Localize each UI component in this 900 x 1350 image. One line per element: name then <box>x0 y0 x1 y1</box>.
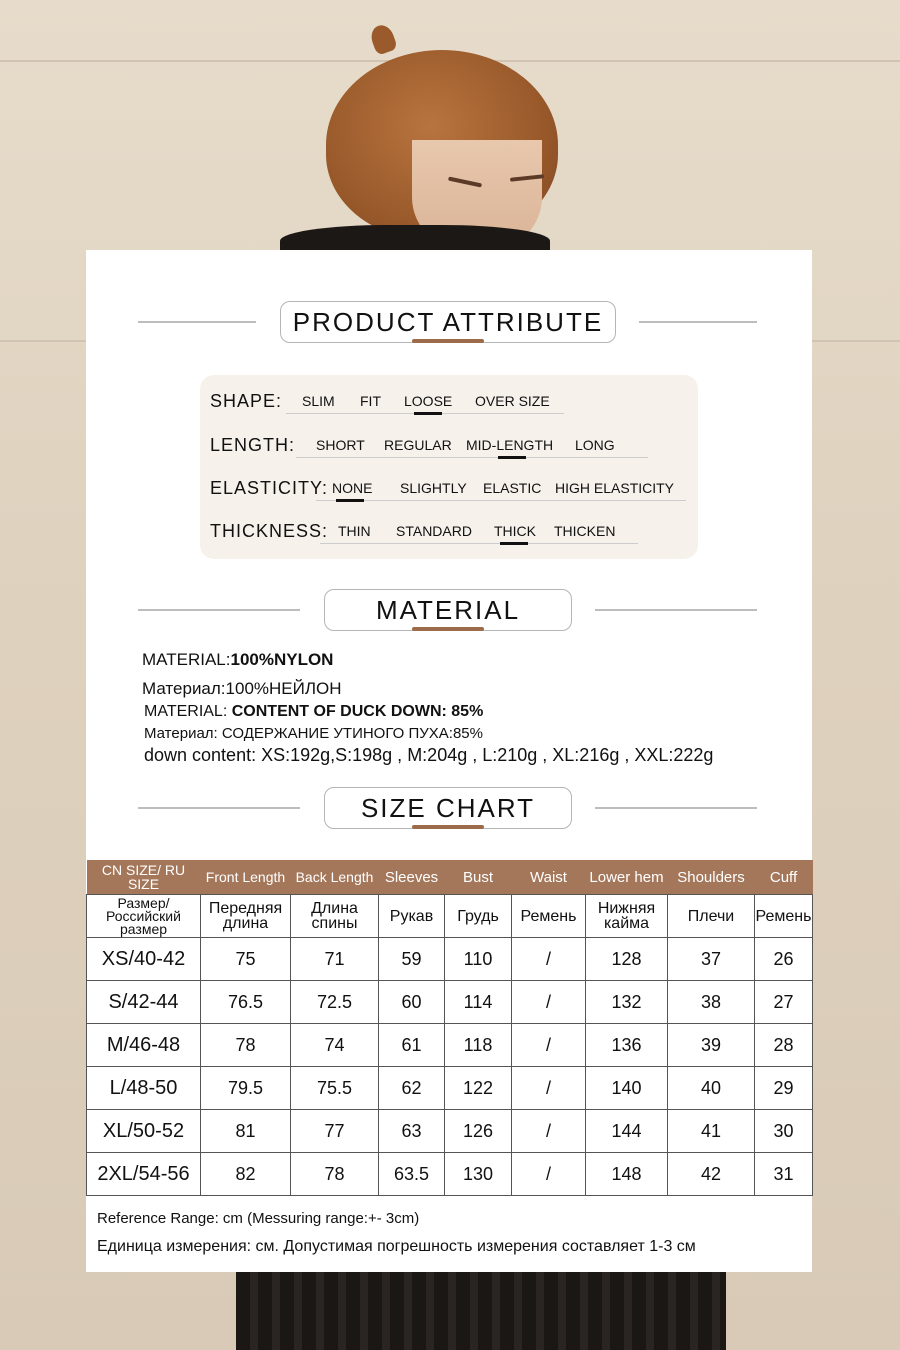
table-cell: 114 <box>445 981 512 1024</box>
table-cell: / <box>512 938 586 981</box>
table-row <box>87 1110 813 1153</box>
attr-option: SHORT <box>316 437 365 453</box>
table-cell: 28 <box>755 1024 813 1067</box>
table-cell: / <box>512 1110 586 1153</box>
table-cell: / <box>512 1067 586 1110</box>
table-row <box>87 1067 813 1110</box>
attr-option: OVER SIZE <box>475 393 550 409</box>
size-label-cell: S/42-44 <box>87 981 201 1024</box>
table-cell: 75.5 <box>291 1067 379 1110</box>
col-header: Waist <box>512 860 586 895</box>
table-cell: 62 <box>379 1067 445 1110</box>
table-cell: 71 <box>291 938 379 981</box>
table-cell: 72.5 <box>291 981 379 1024</box>
table-cell: 41 <box>668 1110 755 1153</box>
material-line-2: Материал:100%НЕЙЛОН <box>142 679 342 698</box>
table-cell: 59 <box>379 938 445 981</box>
attribute-section-title <box>86 301 812 343</box>
size-table <box>86 860 813 1196</box>
table-row <box>87 1024 813 1067</box>
info-card <box>86 250 812 1272</box>
attr-option: ELASTIC <box>483 480 542 496</box>
attr-option-selected: LOOSE <box>404 393 453 409</box>
table-cell: 27 <box>755 981 813 1024</box>
size-chart-title: SIZE CHART <box>324 787 572 829</box>
attribute-panel <box>200 375 698 559</box>
table-cell: 78 <box>291 1153 379 1196</box>
table-cell: / <box>512 1153 586 1196</box>
table-cell: 29 <box>755 1067 813 1110</box>
table-cell: 26 <box>755 938 813 981</box>
table-cell: 63 <box>379 1110 445 1153</box>
col-header: Back Length <box>291 860 379 895</box>
col-header: Sleeves <box>379 860 445 895</box>
table-row <box>87 1153 813 1196</box>
table-cell: 77 <box>291 1110 379 1153</box>
size-label-cell: XL/50-52 <box>87 1110 201 1153</box>
table-row <box>87 938 813 981</box>
table-cell: 136 <box>586 1024 668 1067</box>
attr-option: REGULAR <box>384 437 452 453</box>
table-cell: 42 <box>668 1153 755 1196</box>
table-cell: 76.5 <box>201 981 291 1024</box>
table-cell: / <box>512 1024 586 1067</box>
size-chart-section-title <box>86 787 812 829</box>
col-header-ru: Нижняя кайма <box>586 895 668 938</box>
table-cell: 61 <box>379 1024 445 1067</box>
table-cell: 78 <box>201 1024 291 1067</box>
size-label-cell: XS/40-42 <box>87 938 201 981</box>
col-header-ru: Ремень <box>512 895 586 938</box>
table-cell: 110 <box>445 938 512 981</box>
attr-option: THIN <box>338 523 371 539</box>
col-header: Front Length <box>201 860 291 895</box>
header-row-en <box>87 860 813 895</box>
table-row <box>87 981 813 1024</box>
attr-option: HIGH ELASTICITY <box>555 480 675 496</box>
col-header: Shoulders <box>668 860 755 895</box>
selected-marker <box>498 456 526 459</box>
table-cell: 79.5 <box>201 1067 291 1110</box>
material-section-title <box>86 589 812 631</box>
reference-note-en: Reference Range: cm (Messuring range:+- 3cm) <box>97 1210 420 1227</box>
attr-option: SLIM <box>302 393 335 409</box>
table-cell: 140 <box>586 1067 668 1110</box>
table-cell: 130 <box>445 1153 512 1196</box>
table-cell: 40 <box>668 1067 755 1110</box>
table-cell: 82 <box>201 1153 291 1196</box>
material-line-4: Материал: СОДЕРЖАНИЕ УТИНОГО ПУХА:85% <box>144 725 483 742</box>
col-header: Cuff <box>755 860 813 895</box>
attribute-title: PRODUCT ATTRIBUTE <box>280 301 616 343</box>
col-header-ru: Плечи <box>668 895 755 938</box>
header-row-ru <box>87 895 813 938</box>
attr-option: SLIGHTLY <box>400 480 467 496</box>
selected-marker <box>336 499 364 502</box>
material-title: MATERIAL <box>324 589 572 631</box>
col-header-ru: Размер/ Российский размер <box>87 895 201 938</box>
table-cell: 38 <box>668 981 755 1024</box>
selected-marker <box>500 542 528 545</box>
attr-option: THICKEN <box>554 523 616 539</box>
col-header-ru: Длина спины <box>291 895 379 938</box>
size-label-cell: L/48-50 <box>87 1067 201 1110</box>
material-line-3: MATERIAL: CONTENT OF DUCK DOWN: 85% <box>144 703 484 720</box>
col-header: Bust <box>445 860 512 895</box>
beret-stem <box>368 22 398 56</box>
material-line-5: down content: XS:192g,S:198g , M:204g , L:210g , XL:216g , XXL:222g <box>144 745 714 765</box>
table-cell: 31 <box>755 1153 813 1196</box>
table-cell: 144 <box>586 1110 668 1153</box>
table-cell: 118 <box>445 1024 512 1067</box>
table-cell: 39 <box>668 1024 755 1067</box>
attr-label: LENGTH: <box>210 435 296 455</box>
reference-note-ru: Единица измерения: см. Допустимая погрешность измерения составляет 1-3 см <box>97 1238 696 1255</box>
table-cell: 60 <box>379 981 445 1024</box>
attr-option-selected: THICK <box>494 523 536 539</box>
size-label-cell: M/46-48 <box>87 1024 201 1067</box>
col-header-ru: Передняя длина <box>201 895 291 938</box>
table-cell: 37 <box>668 938 755 981</box>
table-cell: 81 <box>201 1110 291 1153</box>
attr-option: FIT <box>360 393 381 409</box>
col-header-ru: Грудь <box>445 895 512 938</box>
table-cell: 30 <box>755 1110 813 1153</box>
attr-label: ELASTICITY: <box>210 478 329 498</box>
col-header-ru: Ремень <box>755 895 813 938</box>
table-cell: 148 <box>586 1153 668 1196</box>
attr-option-selected: MID-LENGTH <box>466 437 554 453</box>
size-label-cell: 2XL/54-56 <box>87 1153 201 1196</box>
attr-option: LONG <box>575 437 615 453</box>
table-cell: 75 <box>201 938 291 981</box>
table-cell: 126 <box>445 1110 512 1153</box>
table-cell: 63.5 <box>379 1153 445 1196</box>
attr-option-selected: NONE <box>332 480 373 496</box>
table-cell: / <box>512 981 586 1024</box>
col-header: Lower hem <box>586 860 668 895</box>
table-cell: 128 <box>586 938 668 981</box>
pleated-skirt <box>236 1262 726 1350</box>
material-line-1: MATERIAL:100%NYLON <box>142 650 334 669</box>
col-header: CN SIZE/ RU SIZE <box>87 860 201 895</box>
attr-label: SHAPE: <box>210 391 283 411</box>
table-cell: 132 <box>586 981 668 1024</box>
table-cell: 122 <box>445 1067 512 1110</box>
col-header-ru: Рукав <box>379 895 445 938</box>
table-cell: 74 <box>291 1024 379 1067</box>
selected-marker <box>414 412 442 415</box>
attr-option: STANDARD <box>396 523 472 539</box>
attr-label: THICKNESS: <box>210 521 329 541</box>
